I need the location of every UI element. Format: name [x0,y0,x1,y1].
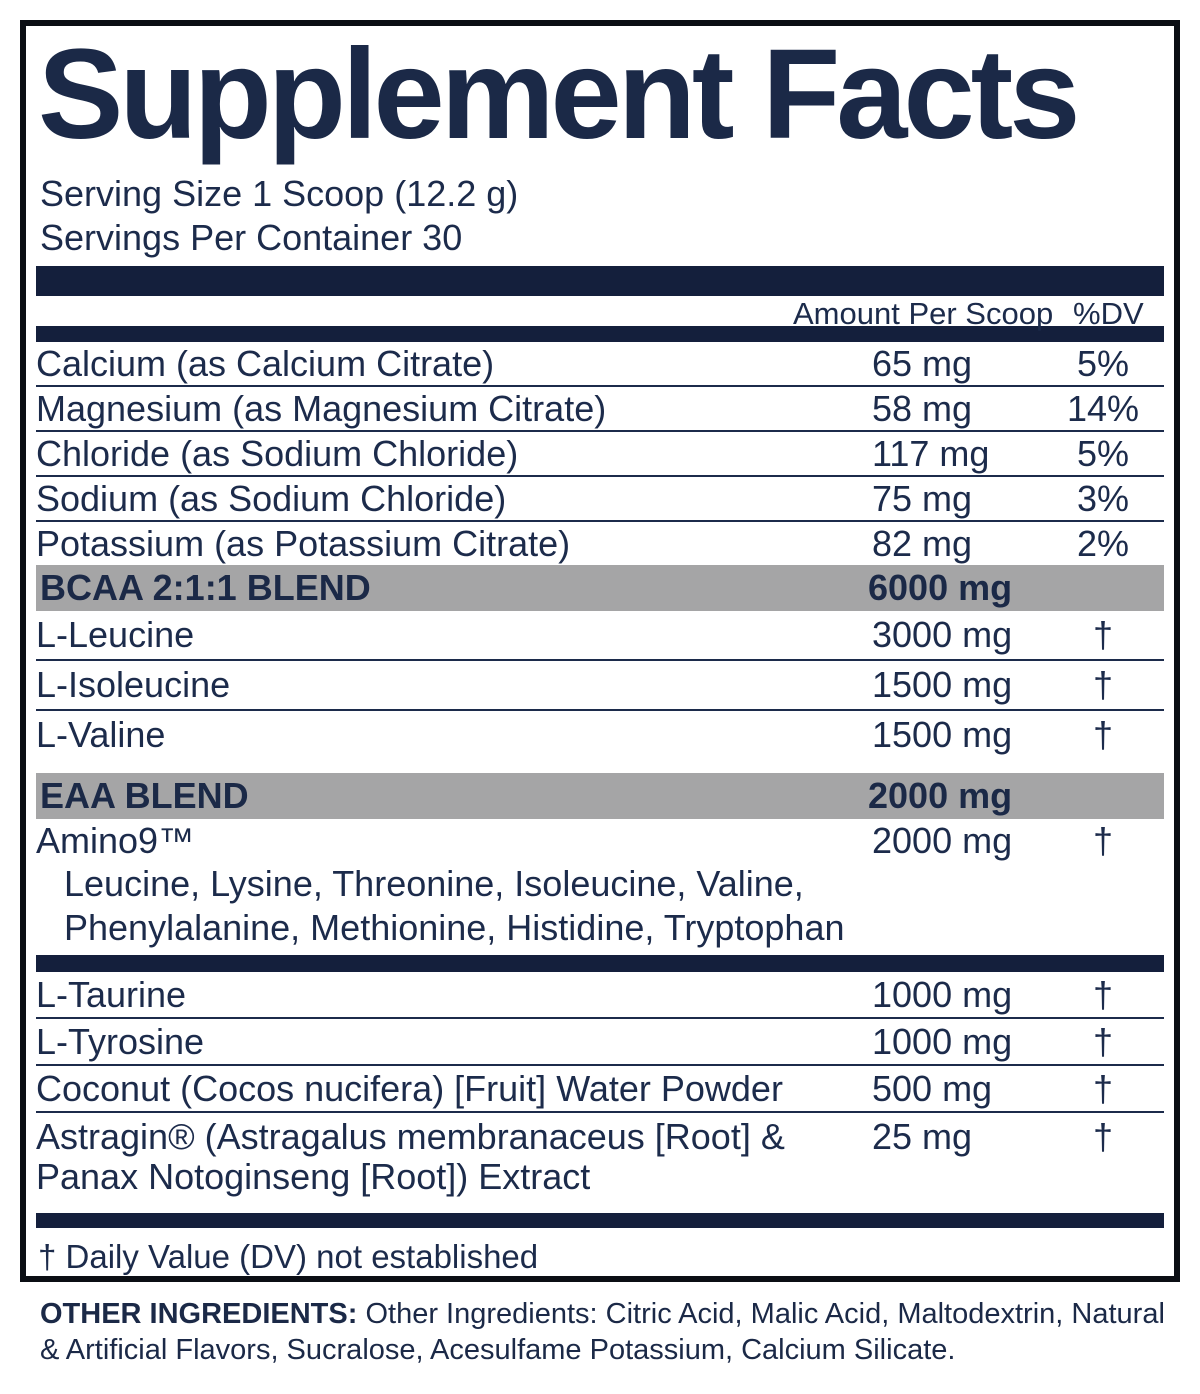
ingredient-dv: † [1092,663,1114,705]
ingredient-dv: 2% [1076,522,1130,564]
ingredient-dv: † [1092,1067,1114,1109]
panel-title: Supplement Facts [38,23,1077,166]
ingredient-name: L-Taurine [36,973,187,1015]
servings-per-container: Servings Per Container 30 [40,216,463,258]
column-header-amount: Amount Per Scoop [793,295,1054,331]
ingredient-name: Sodium (as Sodium Chloride) [36,477,507,519]
ingredient-dv: † [1092,613,1114,655]
table-row [36,387,1164,430]
ingredient-name: L-Isoleucine [36,663,231,705]
other-ingredients-line [40,1296,1180,1332]
table-row [36,661,1164,709]
ingredient-amount: 2000 mg [872,819,1013,861]
other-ingredients-line: & Artificial Flavors, Sucralose, Acesulfame Potassium, Calcium Silicate. [40,1334,956,1366]
ingredient-name-line: Panax Notoginseng [Root]) Extract [36,1155,591,1197]
column-header-row [36,295,1164,331]
supplement-facts-panel [20,20,1180,1282]
ingredient-dv: 5% [1076,432,1130,474]
ingredient-amount: 25 mg [872,1115,973,1157]
header-bar-thick [36,266,1164,296]
sub-ingredients [36,862,1164,950]
table-row [36,342,1164,385]
table-row [36,1019,1164,1064]
ingredient-amount: 500 mg [872,1067,993,1109]
ingredient-name: Magnesium (as Magnesium Citrate) [36,387,607,429]
table-row [36,1113,1164,1201]
ingredient-dv: † [1092,819,1114,861]
table-row [36,611,1164,659]
ingredient-name: Amino9™ [36,819,195,861]
footnote-bar [36,1213,1164,1228]
ingredient-name: L-Tyrosine [36,1020,205,1062]
section-bar [36,955,1164,972]
ingredient-dv: 5% [1076,342,1130,384]
ingredient-dv: 3% [1076,477,1130,519]
ingredient-name [36,1117,872,1197]
table-row [36,522,1164,565]
other-ingredients [40,1296,1180,1368]
ingredient-name: Chloride (as Sodium Chloride) [36,432,519,474]
ingredient-dv: † [1092,1020,1114,1062]
other-ingredients-label: OTHER INGREDIENTS: [40,1298,358,1330]
ingredient-amount: 82 mg [872,522,973,564]
ingredient-name: L-Leucine [36,613,195,655]
table-row [36,711,1164,759]
table-row [36,1066,1164,1111]
ingredient-amount: 117 mg [872,432,990,474]
ingredient-amount: 58 mg [872,387,973,429]
ingredient-amount: 75 mg [872,477,973,519]
sub-ingredients-line: Phenylalanine, Methionine, Histidine, Tryptophan [64,906,845,948]
ingredient-dv: † [1092,713,1114,755]
table-row [36,477,1164,520]
blend-band-bcaa [36,565,1164,611]
table-row [36,432,1164,475]
ingredient-name: Calcium (as Calcium Citrate) [36,342,495,384]
ingredient-amount: 3000 mg [872,613,1013,655]
ingredient-amount: 1000 mg [872,1020,1013,1062]
ingredient-name: L-Valine [36,713,166,755]
blend-name: BCAA 2:1:1 BLEND [40,566,371,608]
ingredient-amount: 1500 mg [872,713,1013,755]
ingredient-dv: † [1092,973,1114,1015]
table-row [36,972,1164,1017]
blend-band-eaa [36,773,1164,819]
ingredient-name-line: Astragin® (Astragalus membranaceus [Root] & [36,1115,785,1157]
column-header-dv: %DV [1073,295,1144,331]
other-ingredients-text: Other Ingredients: Citric Acid, Malic Acid, Maltodextrin, Natural [357,1298,1165,1330]
ingredient-dv: † [1092,1115,1114,1157]
ingredient-amount: 1500 mg [872,663,1013,705]
sub-ingredients-line: Leucine, Lysine, Threonine, Isoleucine, Valine, [64,862,804,904]
blend-amount: 6000 mg [868,566,1013,608]
ingredient-amount: 1000 mg [872,973,1013,1015]
ingredient-name: Coconut (Cocos nucifera) [Fruit] Water Powder [36,1067,783,1109]
serving-size: Serving Size 1 Scoop (12.2 g) [40,172,519,214]
ingredient-amount: 65 mg [872,342,973,384]
ingredient-name: Potassium (as Potassium Citrate) [36,522,571,564]
blend-amount: 2000 mg [868,774,1013,816]
ingredient-dv: 14% [1066,387,1140,429]
blend-name: EAA BLEND [40,774,249,816]
daily-value-footnote: † Daily Value (DV) not established [38,1237,539,1275]
table-row [36,819,1164,862]
